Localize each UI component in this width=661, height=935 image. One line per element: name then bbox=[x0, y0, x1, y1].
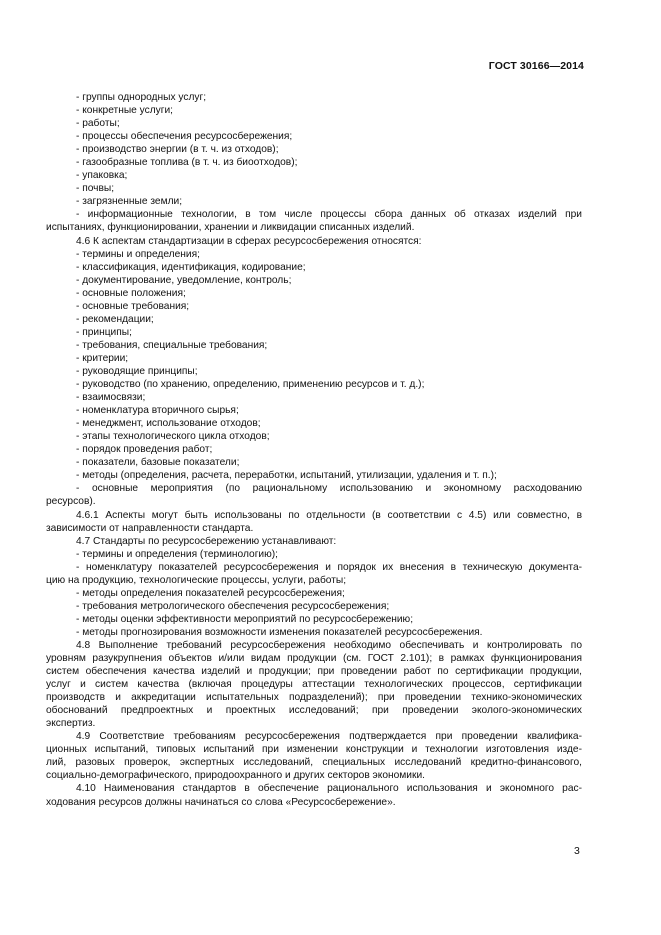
text-line: - руководящие принципы; bbox=[76, 365, 198, 377]
text-line: - почвы; bbox=[76, 183, 115, 195]
text-line: - взаимосвязи; bbox=[76, 392, 146, 404]
text-line: 4.9 Соответствие требованиям ресурсосбережения подтверждается при проведении квалифика- bbox=[76, 731, 582, 743]
text-line: - порядок проведения работ; bbox=[76, 444, 213, 456]
text-line: социально-демографического, природоохранного и других секторов экономики. bbox=[46, 770, 425, 782]
text-line: ционных испытаний, типовых испытаний при изменении конструкции и технологии изготовления изде- bbox=[46, 744, 582, 756]
text-line: - методы оценки эффективности мероприятий по ресурсосбережению; bbox=[76, 613, 414, 625]
text-line: обоснований предпроектных и проектных исследований; при проведении эколого-экономических bbox=[46, 705, 582, 717]
text-line: 4.10 Наименования стандартов в обеспечение рационального использования и экономного рас- bbox=[76, 783, 582, 795]
text-line: - требования метрологического обеспечения ресурсосбережения; bbox=[76, 600, 390, 612]
text-line: - термины и определения; bbox=[76, 248, 200, 260]
text-line: - методы прогнозирования возможности изменения показателей ресурсосбережения. bbox=[76, 626, 483, 638]
text-line: - работы; bbox=[76, 118, 120, 130]
text-line: - методы (определения, расчета, переработки, испытаний, утилизации, удаления и т. п.); bbox=[76, 470, 497, 482]
text-line: уровням разукрупнения объектов и/или видам продукции (см. ГОСТ 2.101); в рамках функционирования bbox=[46, 653, 582, 665]
text-line: - руководство (по хранению, определению, применению ресурсов и т. д.); bbox=[76, 379, 425, 391]
text-line: - показатели, базовые показатели; bbox=[76, 457, 240, 469]
text-line: 4.7 Стандарты по ресурсосбережению устанавливают: bbox=[76, 535, 337, 547]
text-line: - процессы обеспечения ресурсосбережения; bbox=[76, 131, 293, 143]
text-line: - менеджмент, использование отходов; bbox=[76, 418, 261, 430]
text-line: - основные требования; bbox=[76, 300, 190, 312]
text-line: 4.6 К аспектам стандартизации в сферах ресурсосбережения относятся: bbox=[76, 235, 422, 247]
text-line: - классификация, идентификация, кодирование; bbox=[76, 261, 306, 273]
text-line: - этапы технологического цикла отходов; bbox=[76, 431, 270, 443]
document-body bbox=[46, 91, 582, 809]
text-line: - принципы; bbox=[76, 326, 132, 338]
text-line: лий, разовых проверок, экспертных исследований, специальных исследований кредитно-финансового, bbox=[46, 757, 582, 769]
text-line: систем обеспечения качества изделий и продукции; при проведении работ по сертификации продукции, bbox=[46, 666, 582, 678]
text-line: ресурсов). bbox=[46, 496, 96, 508]
text-line: - конкретные услуги; bbox=[76, 105, 173, 117]
text-line: услуг и систем качества (включая процедуры аттестации технологических процессов, сертификации bbox=[46, 679, 582, 691]
text-line: - документирование, уведомление, контроль; bbox=[76, 274, 292, 286]
text-line: - основные мероприятия (по рациональному использованию и экономному расходованию bbox=[76, 483, 582, 495]
text-line: - основные положения; bbox=[76, 287, 186, 299]
text-line: - газообразные топлива (в т. ч. из биоотходов); bbox=[76, 157, 298, 169]
page-number: 3 bbox=[574, 845, 580, 857]
text-line: зависимости от направленности стандарта. bbox=[46, 522, 254, 534]
text-line: цию на продукцию, технологические процессы, услуги, работы; bbox=[46, 574, 347, 586]
text-line: ходования ресурсов должны начинаться со слова «Ресурсосбережение». bbox=[46, 796, 396, 808]
text-line: - требования, специальные требования; bbox=[76, 339, 268, 351]
text-line: - производство энергии (в т. ч. из отходов); bbox=[76, 144, 279, 156]
text-line: - методы определения показателей ресурсосбережения; bbox=[76, 587, 345, 599]
text-line: 4.8 Выполнение требований ресурсосбережения необходимо обеспечивать и контролировать по bbox=[76, 639, 582, 651]
text-line: 4.6.1 Аспекты могут быть использованы по отдельности (в соответствии с 4.5) или совместно, в bbox=[76, 509, 582, 521]
text-line: - термины и определения (терминологию); bbox=[76, 548, 278, 560]
text-line: испытаниях, функционировании, хранении и ликвидации списанных изделий. bbox=[46, 222, 415, 234]
document-id-header: ГОСТ 30166—2014 bbox=[488, 60, 584, 72]
text-line: - номенклатуру показателей ресурсосбережения и порядок их внесения в техническую документа- bbox=[76, 561, 582, 573]
text-line: - рекомендации; bbox=[76, 313, 154, 325]
text-line: - информационные технологии, в том числе процессы сбора данных об отказах изделий при bbox=[76, 209, 582, 221]
text-line: - номенклатура вторичного сырья; bbox=[76, 405, 239, 417]
text-line: производств и аккредитации испытательных подразделений); при проведении технико-экономических bbox=[46, 692, 582, 704]
text-line: - группы однородных услуг; bbox=[76, 92, 207, 103]
text-line: - критерии; bbox=[76, 352, 129, 364]
text-line: - упаковка; bbox=[76, 170, 128, 182]
text-line: - загрязненные земли; bbox=[76, 196, 183, 208]
text-line: экспертиз. bbox=[46, 718, 96, 730]
